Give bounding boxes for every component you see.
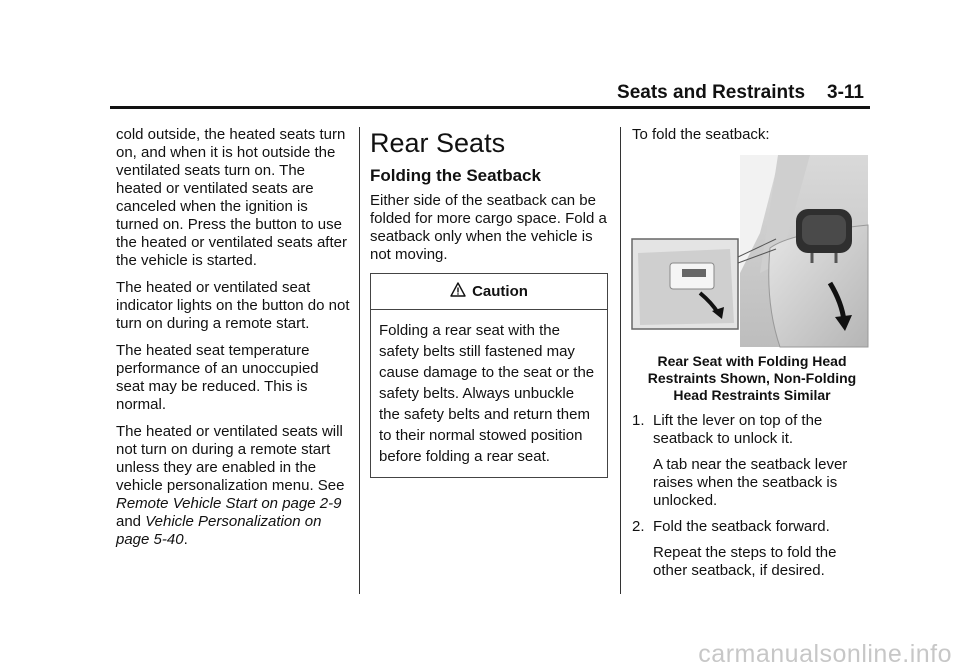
cross-reference-link[interactable]: Remote Vehicle Start on page 2-9 xyxy=(116,495,342,512)
figure-caption: Rear Seat with Folding Head Restraints Shown, Non-Folding Head Restraints Similar xyxy=(647,353,857,403)
rear-seat-illustration xyxy=(630,153,870,349)
column-1 xyxy=(116,126,350,558)
paragraph: Either side of the seatback can be folded for more cargo space. Fold a seatback only when the vehicle is not moving. xyxy=(370,192,607,263)
page-number: 3-11 xyxy=(827,82,864,103)
column-divider xyxy=(359,127,360,594)
paragraph: To fold the seatback: xyxy=(632,126,770,143)
paragraph: The heated seat temperature performance of an unoccupied seat may be reduced. This is normal. xyxy=(116,342,319,413)
watermark: carmanualsonline.info xyxy=(698,640,952,668)
running-header xyxy=(617,82,864,104)
step-text: Lift the lever on top of the seatback to unlock it. xyxy=(653,412,823,447)
step-note: Repeat the steps to fold the other seatback, if desired. xyxy=(653,544,837,579)
subsection-title: Folding the Seatback xyxy=(370,166,541,185)
caution-box xyxy=(370,273,608,478)
caution-header xyxy=(371,274,607,310)
paragraph: cold outside, the heated seats turn on, and when it is hot outside the ventilated seats turn on. The heated or ventilated seats are canceled when the ignition is turned on. Press the button to use the heated or ventilated seats after the vehicle is started. xyxy=(116,126,347,269)
section-title: Rear Seats xyxy=(370,128,506,158)
step-text: Fold the seatback forward. xyxy=(653,518,830,535)
rear-seat-diagram xyxy=(630,153,870,349)
paragraph: The heated or ventilated seat indicator lights on the button do not turn on during a remote start. xyxy=(116,279,350,332)
column-2 xyxy=(370,126,610,478)
paragraph-text: and xyxy=(116,513,142,530)
paragraph-text: The heated or ventilated seats will not turn on during a remote start unless they are enabled in the vehicle personalization menu. See xyxy=(116,423,345,494)
paragraph-text: . xyxy=(183,531,188,548)
column-3 xyxy=(632,126,872,588)
header-rule xyxy=(110,106,870,109)
caution-heading: Caution xyxy=(472,283,528,300)
caution-body: Folding a rear seat with the safety belts still fastened may cause damage to the seat or the safety belts. Always unbuckle the safety belts and return them to their normal stowed position before folding a rear seat. xyxy=(379,322,595,465)
warning-icon xyxy=(450,282,466,298)
cross-reference-link[interactable]: Vehicle Personalization on page 5-40 xyxy=(116,513,322,548)
list-item xyxy=(632,518,872,580)
section-name: Seats and Restraints xyxy=(617,82,806,103)
step-number: 1. xyxy=(632,412,645,429)
column-divider xyxy=(620,127,621,594)
step-number: 2. xyxy=(632,518,645,535)
paragraph xyxy=(116,423,350,549)
list-item xyxy=(632,412,872,510)
steps-list xyxy=(632,412,872,580)
step-note: A tab near the seatback lever raises when the seatback is unlocked. xyxy=(653,456,848,509)
